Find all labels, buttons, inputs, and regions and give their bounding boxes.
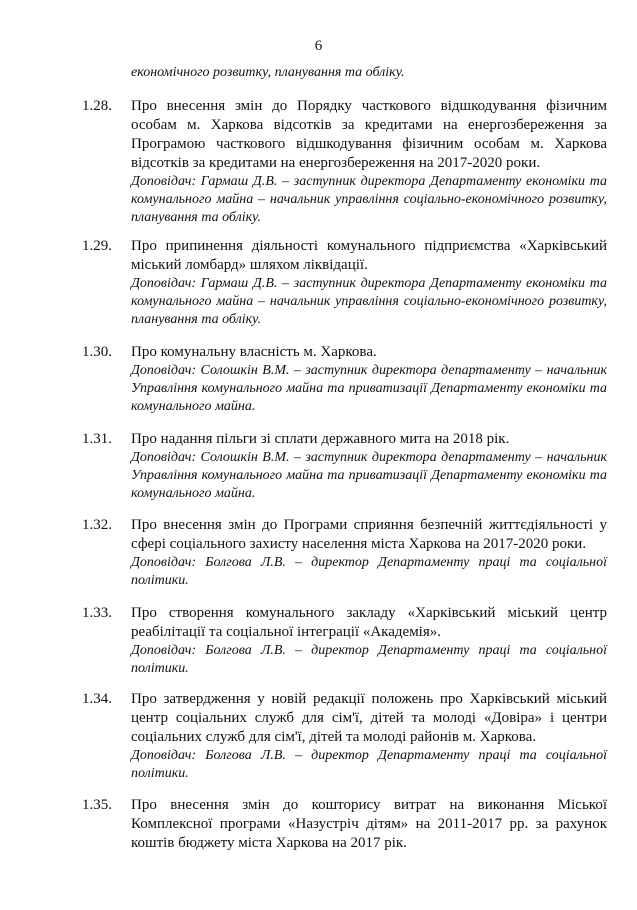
agenda-item-1-31 (82, 430, 607, 503)
item-speaker: Доповідач: Солошкін В.М. – заступник директора департаменту – начальник Управління комунального майна та приватизації Департаменту економіки та комунального майна. (131, 450, 607, 501)
agenda-item-1-33 (82, 604, 607, 678)
item-speaker: Доповідач: Болгова Л.В. – директор Департаменту праці та соціальної політики. (131, 643, 607, 676)
item-number: 1.35. (82, 797, 112, 813)
agenda-item-1-28 (82, 97, 607, 227)
item-title: Про внесення змін до Порядку часткового відшкодування фізичним особам м. Харкова відсотків за кредитами на енергозбереження за Програмою часткового відшкодування фізичним особам м. Харкова відсотків за кредитами на енергозбереження на 2017-2020 роки. (131, 98, 607, 171)
item-speaker: Доповідач: Солошкін В.М. – заступник директора департаменту – начальник Управління комунального майна та приватизації Департаменту економіки та комунального майна. (131, 363, 607, 414)
item-number: 1.29. (82, 238, 112, 254)
item-title: Про комунальну власність м. Харкова. (131, 344, 377, 360)
item-speaker: Доповідач: Болгова Л.В. – директор Департаменту праці та соціальної політики. (131, 748, 607, 781)
item-number: 1.28. (82, 98, 112, 114)
item-title: Про створення комунального закладу «Харківський міський центр реабілітації та соціальної інтеграції «Академія». (131, 605, 607, 640)
agenda-item-1-30 (82, 343, 607, 416)
item-number: 1.30. (82, 344, 112, 360)
item-number: 1.33. (82, 605, 112, 621)
item-number: 1.32. (82, 517, 112, 533)
item-number: 1.34. (82, 691, 112, 707)
agenda-item-1-34 (82, 690, 607, 783)
item-title: Про надання пільги зі сплати державного мита на 2018 рік. (131, 431, 510, 447)
item-title: Про внесення змін до кошторису витрат на виконання Міської Комплексної програми «Назустріч дітям» на 2011-2017 рр. за рахунок коштів бюджету міста Харкова на 2017 рік. (131, 797, 607, 851)
page-number: 6 (314, 38, 323, 54)
continuation-text: економічного розвитку, планування та обліку. (131, 65, 405, 80)
item-speaker: Доповідач: Гармаш Д.В. – заступник директора Департаменту економіки та комунального майна – начальник управління соціально-економічного розвитку, планування та обліку. (131, 276, 607, 327)
item-title: Про внесення змін до Програми сприяння безпечній життєдіяльності у сфері соціального захисту населення міста Харкова на 2017-2020 роки. (131, 517, 607, 552)
item-speaker: Доповідач: Болгова Л.В. – директор Департаменту праці та соціальної політики. (131, 555, 607, 588)
item-number: 1.31. (82, 431, 112, 447)
agenda-item-1-32 (82, 516, 607, 590)
item-speaker: Доповідач: Гармаш Д.В. – заступник директора Департаменту економіки та комунального майна – начальник управління соціально-економічного розвитку, планування та обліку. (131, 174, 607, 225)
agenda-item-1-35 (82, 796, 607, 853)
item-title: Про затвердження у новій редакції положень про Харківський міський центр соціальних служб для сім'ї, дітей та молоді «Довіра» і центри соціальних служб для сім'ї, дітей та молоді районів м. Харкова. (131, 691, 607, 745)
item-title: Про припинення діяльності комунального підприємства «Харківський міський ломбард» шляхом ліквідації. (131, 238, 607, 273)
agenda-item-1-29 (82, 237, 607, 329)
